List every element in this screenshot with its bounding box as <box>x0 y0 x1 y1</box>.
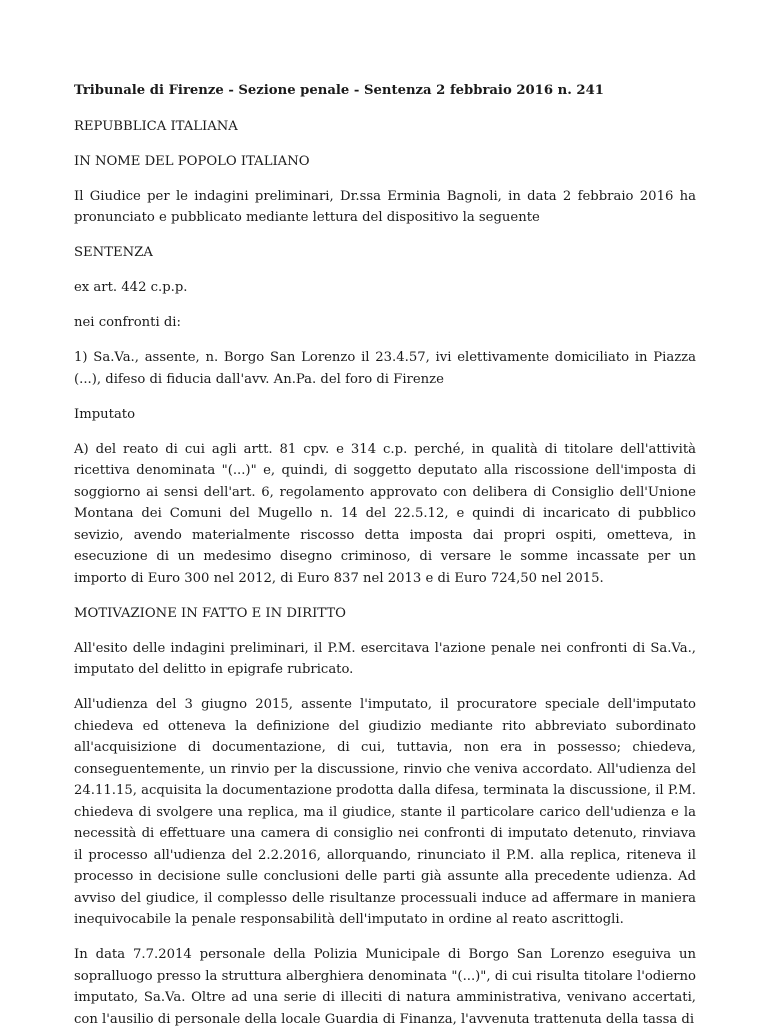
paragraph-ex-art: ex art. 442 c.p.p. <box>74 280 188 295</box>
heading-motivazione: MOTIVAZIONE IN FATTO E IN DIRITTO <box>74 605 346 621</box>
document-page <box>74 80 696 1030</box>
paragraph-intro: Il Giudice per le indagini preliminari, Dr.ssa Erminia Bagnoli, in data 2 febbraio 2016 ha pronunciato e pubblicato mediante lettura del dispositivo la seguente <box>74 188 696 225</box>
heading-sentenza: SENTENZA <box>74 245 153 260</box>
heading-nome-popolo: IN NOME DEL POPOLO ITALIANO <box>74 153 310 169</box>
paragraph-udienza: All'udienza del 3 giugno 2015, assente l'imputato, il procuratore speciale dell'imputato chiedeva ed otteneva la definizione del giudizio mediante rito abbreviato subordinato all'acquisizione di documentazione, di cui, tuttavia, non era in possesso; chiedeva, conseguentemente, un rinvio per la discussione, rinvio che veniva accordato. All'udienza del 24.11.15, acquisita la documentazione prodotta dalla difesa, terminata la discussione, il P.M. chiedeva di svolgere una replica, ma il giudice, stante il particolare carico dell'udienza e la necessità di effettuare una camera di consiglio nei confronti di imputato detenuto, rinviava il processo all'udienza del 2.2.2016, allorquando, rinunciato il P.M. alla replica, riteneva il processo in decisione sulle conclusioni delle parti già assunte alla precedente udienza. Ad avviso del giudice, il complesso delle risultanze processuali induce ad affermare in maniera inequivocabile la penale responsabilità dell'imputato in ordine al reato ascrittogli. <box>74 697 696 927</box>
heading-imputato: Imputato <box>74 406 136 422</box>
paragraph-esito: All'esito delle indagini preliminari, il P.M. esercitava l'azione penale nei confronti di Sa.Va., imputato del delitto in epigrafe rubricato. <box>74 640 696 677</box>
paragraph-defendant: 1) Sa.Va., assente, n. Borgo San Lorenzo il 23.4.57, ivi elettivamente domiciliato in Piazza (...), difeso di fiducia dall'avv. An.Pa. del foro di Firenze <box>74 350 696 387</box>
document-title: Tribunale di Firenze - Sezione penale - Sentenza 2 febbraio 2016 n. 241 <box>74 83 604 98</box>
paragraph-sopralluogo: In data 7.7.2014 personale della Polizia Municipale di Borgo San Lorenzo eseguiva un sopralluogo presso la struttura alberghiera denominata "(...)", di cui risulta titolare l'odierno imputato, Sa.Va. Oltre ad una serie di illeciti di natura amministrativa, venivano accertati, con l'ausilio di personale della locale Guardia di Finanza, l'avvenuta trattenuta della tassa di <box>74 947 696 1027</box>
paragraph-confronti: nei confronti di: <box>74 315 181 330</box>
paragraph-charge: A) del reato di cui agli artt. 81 cpv. e 314 c.p. perché, in qualità di titolare dell'attività ricettiva denominata "(...)" e, quindi, di soggetto deputato alla riscossione dell'imposta di soggiorno ai sensi dell'art. 6, regolamento approvato con delibera di Consiglio dell'Unione Montana dei Comuni del Mugello n. 14 del 22.5.12, e quindi di incaricato di pubblico sevizio, avendo materialmente riscosso detta imposta dai propri ospiti, ometteva, in esecuzione di un medesimo disegno criminoso, di versare le somme incassate per un importo di Euro 300 nel 2012, di Euro 837 nel 2013 e di Euro 724,50 nel 2015. <box>74 441 696 586</box>
heading-repubblica: REPUBBLICA ITALIANA <box>74 118 238 134</box>
